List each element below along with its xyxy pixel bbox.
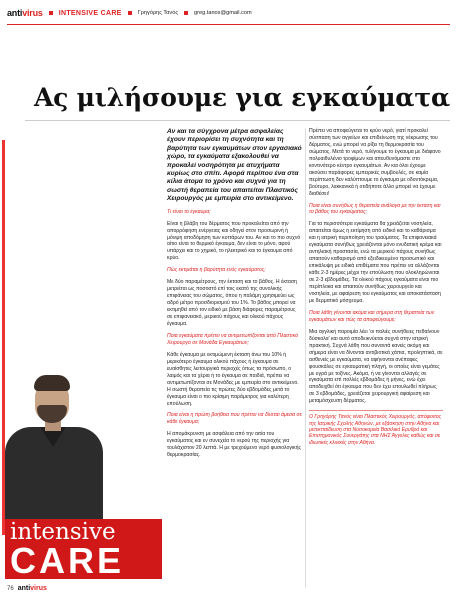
subheading: Ποια εγκαύματα πρέπει να αντιμετωπίζονται από Πλαστικό Χειρουργό σε Μονάδα Εγκαυμάτων; [167,332,298,346]
page-header [0,0,458,20]
page-number: 76 [7,585,14,592]
page-footer [7,585,47,592]
paragraph: Πρέπει να αποφεύγεται το κρύο νερό, γιατί προκαλεί σύσπαση των αγγείων και επιδείνωση της νέκρωσης του δέρματος, ενώ μπορεί να ρίξει τη θερμοκρασία του σώματος. Μετά το νερό, τυλίγουμε το έγκαυμα με διάφανο πολυαιθυλένιο τροφίμων και απευθυνόμαστε στο κοντινότερο κέντρο εγκαυμάτων. Αν και όλοι έχουμε ακούσει παράφορες εμπειρικές συμβουλές, σε καμία περίπτωση δεν καλύπτουμε το έγκαυμα με οδοντόκρεμα, βούτυρο, λακκανικά ή οτιδήποτε άλλο μπορεί να έχουμε διαθέσει! [309,128,441,197]
article-column-1 [167,128,302,464]
paragraph: Η απομάκρυνση με ασφάλεια από την αιτία του εγκαύματος και εν συνεχεία το νερού της περιοχής για τουλάχιστον 20 λεπτά. Η με τρεχούμενο νερό φυσιολογικής θερμοκρασίας. [167,431,301,459]
subheading: Ποια είναι η πρώτη βοήθεια που πρέπει να δίνεται άμεσα σε κάθε έγκαυμα; [167,412,302,426]
paragraph: Μια αγγλική παροιμία λέει 'οι παλιές συνήθειες πεθαίνουν δύσκολα' και αυτό αποδεικνύεται συχνά στην ιατρική πρακτική. Συχνά λάθη που συναντά κανείς ακόμη και σήμερα είναι να δίνονται αντιβιοτικά χάπια, προληπτικά, σε ασθενείς με εγκαύματα, να αφήνονται ανέπαφες φουσκάλες σε εγκαυματική πληγή, οι οποίες είναι γεμάτες με υγρά με τοξίνες. Ακόμα, ή να γίνονται αλλαγές σε εγκαύματα επί πολλές εβδομάδες ή μήνες, ενώ έχει αποδειχθεί ότι έγκαυμα που δεν έχει επουλωθεί πλήρως σε 3 εβδομάδες, χρειάζεται χειρουργική αφαίρεση και μεταμόσχευση δέρματος. [309,328,443,405]
bullet-square-icon [184,11,188,15]
subheading: Πώς εκτιμάται η βαρύτητα ενός εγκαύματος; [167,267,266,274]
paragraph: Κάθε έγκαυμα με εκτιμώμενη έκταση άνω του 10% ή μερικότερο έγκαυμα ολικού πάχους ή έγκαυμα σε ευαίσθητες λειτουργικά περιοχές όπως τα πρόσωπο, ο λαιμός και τα χέρια ή το έγκαυμα σε παιδιά, πρέπει να αντιμετωπίζονται σε Μονάδες με εμπειρία στο αντικείμενο. Η σωστή θεραπεία τις πρώτες δύο εβδομάδες μετά το έγκαυμα είναι ο πιο κρίσιμη παράμετρος για καλύτερη επούλωση. [167,351,299,407]
author-name: Γρηγόρης Τανός [137,10,179,16]
left-accent-bar [2,140,5,535]
subheading: Ποια λάθη γίνονται ακόμα και σήμερα στη θεραπεία των εγκαυμάτων και πώς τα αποφεύγουμε; [309,309,435,323]
photo-beard [37,405,67,423]
article-title: Ας μιλήσουμε για εγκαύματα [33,83,450,112]
author-bio: Ο Γρηγόρης Τανός είναι Πλαστικός Χειρουργός, απόφοιτος της Ιατρικής Σχολής Αθηνών, με εξάσκηση στην Αθήνα και μετεκπαίδευση στα Νοσοκομεία Βασιλικό Ερυθρό και Επιστημονικός Συνεργάτης στα ΝΗΣ Άγγελες καθώς και σε ιδιωτικές κλινικές στην Αθήνα. [309,410,443,446]
title-divider [25,120,450,121]
header-divider [7,24,450,25]
bullet-square-icon [128,11,132,15]
paragraph: Με δύο παραμέτρους, την έκταση και το βάθος. Η έκταση μετριέται ως ποσοστό επί τοις εκατό της συνολικής επιφάνειας του σώματος, όπου η παλάμη χρησιμεύει ως αδρό μέτρο προσδιορισμού του 1%. Το βάθος μπορεί να εκτιμηθεί από τον ειδικό με βάση διάφορες παραμέτρους σε επιφανειακό, μερικού πάχους και ολικού πάχους έγκαυμα. [167,279,297,327]
bullet-square-icon [49,11,53,15]
paragraph: Για τα περισσότερα εγκαύματα θα χρειάζεται νοσηλεία, απαιτείται όμως η εκτίμηση από ειδικό και το καθάρισμα και η ιατρική περιποίηση του τραύματος. Τα επιφανειακά εγκαύματα συνήθως χρειάζονται μόνο ενυδατική κρέμα και αντηλιακή προστασία, ενώ τα μερικού πάχους συνήθως απαιτούν καθαρισμό από εξειδικευμένο προσωπικό και επικάλυψη με ειδικά επιθέματα που πρέπει να αλλάζονται κάθε 2-3 ημέρες μέχρι την επούλωση που ολοκληρώνεται σε 2-3 εβδομάδες. Τα ολικού πάχους εγκαύματα είναι πιο περίπλοκα και απαιτούν συνήθως χειρουργείο και νοσηλεία, με αφαίρεση του εγκαύματος και αποκατάσταση με δερματικό μόσχευμα. [309,221,442,304]
magazine-logo: antivirus [7,8,43,18]
author-photo [0,141,163,535]
article-lead: Αν και τα σύγχρονα μέτρα ασφαλείας έχουν περιορίσει τη συχνότητα και τη βαρύτητα των εγκαυμάτων στον εργασιακό χώρο, τα εγκαύματα εξακολουθεί να προκαλεί νοσηρότητα με ατυχήματα κυρίως στο σπίτι. Αφορά περίπου ένα στα κίλια άτομα το χρόνο και συχνά για τη σωστή θεραπεία του απαιτείται Πλαστικός Χειρουργός με εμπειρία στο αντικείμενο. [167,128,302,203]
photo-hair [34,375,70,391]
header-row [7,7,252,19]
subheading: Τι είναι το έγκαυμα; [167,208,211,215]
footer-logo: antivirus [17,585,47,592]
badge-top-text: intensive [10,519,116,545]
column-divider [305,128,306,588]
article-column-2 [309,128,443,451]
badge-bottom-text: CARE [10,540,125,581]
author-email: greg.tanos@gmail.com [194,10,252,16]
paragraph: Είναι η βλάβη του δέρματος που προκαλείται από την απορρόφηση ενέργειας και οδηγεί στον προσωρινή ή μόνιμη αποδόμηση των κυττάρων του. Αν και το πιο συχνό αίτιο είναι το θερμικό έγκαυμα, δεν είναι το μόνο, αφού υπάρχει και το χημικό, το ηλεκτρικό και το έγκαυμα από κρύο. [167,220,301,262]
section-name: INTENSIVE CARE [58,9,122,17]
subheading: Ποια είναι συνήθως η θεραπεία ανάλογα με την έκταση και το βάθος του εγκαύματος; [309,202,441,216]
